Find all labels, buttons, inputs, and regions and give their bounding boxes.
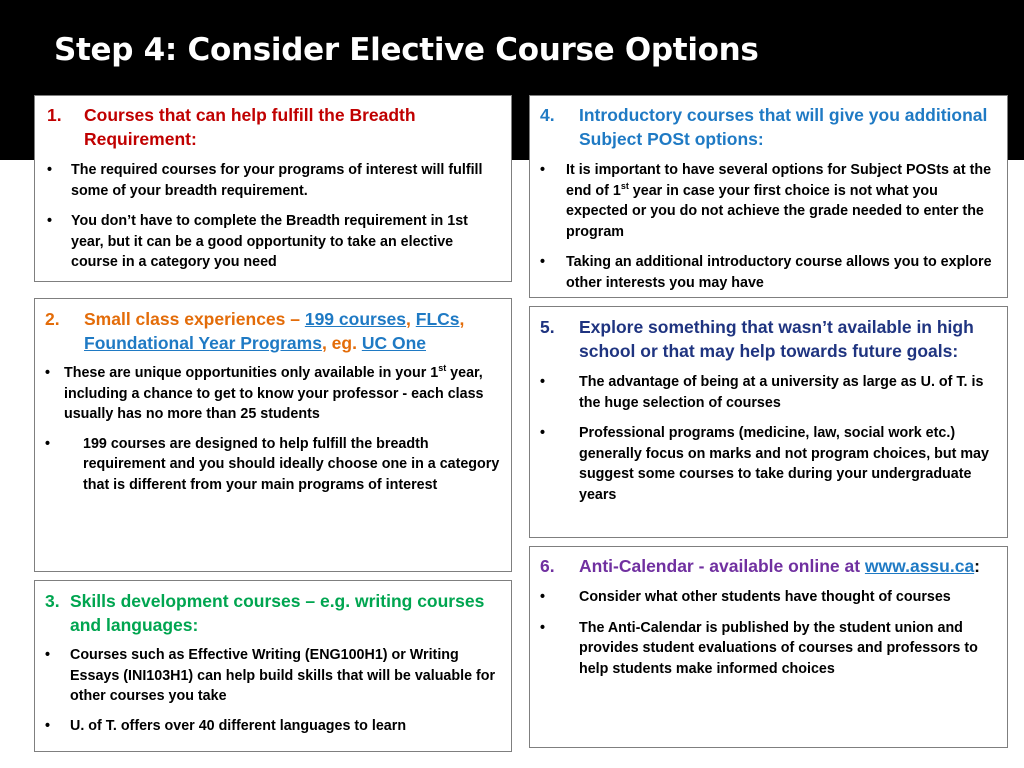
list-item (540, 587, 997, 608)
list-item (540, 423, 997, 505)
bullet-icon: • (47, 213, 53, 229)
list-item (540, 252, 997, 293)
list-item (540, 160, 997, 242)
box2-heading-text (84, 307, 501, 355)
box5-heading-text: Explore something that wasn’t available in high school or that may help towards future goals: (579, 317, 974, 361)
box4-heading (540, 103, 997, 151)
box4-bullet-1-text: It is important to have several options for Subject POSts at the end of 1 (566, 162, 992, 199)
bullet-icon: • (47, 162, 53, 178)
box2-heading (45, 307, 501, 355)
bullet-icon: • (540, 162, 546, 178)
bullet-icon: • (45, 717, 51, 734)
list-item (47, 160, 501, 201)
foundational-year-programs-link[interactable]: Foundational Year Programs (84, 333, 322, 353)
box4-number: 4. (540, 105, 555, 125)
explore-something-box (529, 306, 1008, 538)
ordinal-suffix: st (620, 180, 629, 191)
list-item (45, 645, 501, 707)
box4-bullet-2: Taking an additional introductory course allows you to explore other interests you may have (566, 254, 992, 291)
assu-website-link[interactable]: www.assu.ca (864, 556, 975, 576)
bullet-icon: • (540, 619, 546, 636)
list-item (45, 716, 501, 737)
skills-development-box (34, 580, 512, 752)
box3-heading-text: Skills development courses – e.g. writing courses and languages: (70, 591, 485, 635)
box2-bullet-2: 199 courses are designed to help fulfill the breadth requirement and you should ideally choose one in a category that is different from your main programs of interest (83, 435, 500, 493)
page-title: Step 4: Consider Elective Course Options (54, 32, 759, 68)
box6-colon: : (974, 556, 980, 576)
box5-bullet-2: Professional programs (medicine, law, social work etc.) generally focus on marks and not program choices, but may suggest some courses to take during your undergraduate years (579, 425, 989, 503)
box1-heading (47, 103, 501, 151)
199-courses-link[interactable]: 199 courses (304, 309, 407, 329)
box3-bullet-1: Courses such as Effective Writing (ENG100H1) or Writing Essays (INI103H1) can help build skills that will be valuable for other courses you take (70, 647, 496, 704)
box6-heading-prefix: Anti-Calendar - available online at (579, 556, 865, 576)
box2-number: 2. (45, 309, 60, 329)
bullet-icon: • (540, 589, 546, 605)
box2-separator: , (459, 309, 465, 329)
box2-bullet-1-text-rest: year, including a chance to get to know your professor - each class usually has no more than 25 students (64, 365, 484, 422)
box1-bullet-1: The required courses for your programs of interest will fulfill some of your breadth requirement. (71, 162, 483, 199)
bullet-icon: • (45, 365, 51, 381)
box6-bullet-1: Consider what other students have thought of courses (579, 589, 951, 605)
anti-calendar-box (529, 546, 1008, 748)
box5-number: 5. (540, 317, 555, 337)
bullet-icon: • (45, 435, 51, 452)
list-item (540, 372, 997, 413)
box1-number: 1. (47, 105, 62, 125)
box2-bullet-1 (64, 363, 501, 425)
box6-bullet-2: The Anti-Calendar is published by the student union and provides student evaluations of courses and professors to help students make informed choices (579, 619, 978, 677)
list-item (45, 434, 501, 496)
bullet-icon: • (540, 425, 546, 441)
bullet-icon: • (540, 254, 546, 270)
flcs-link[interactable]: FLCs (415, 309, 460, 329)
box2-bullet-1-text: These are unique opportunities only available in your 1 (64, 365, 439, 381)
box5-bullet-1: The advantage of being at a university as large as U. of T. is the huge selection of courses (579, 374, 984, 411)
box2-heading-prefix: Small class experiences – (84, 309, 305, 329)
box1-heading-text: Courses that can help fulfill the Breadth Requirement: (84, 105, 416, 149)
list-item (45, 363, 501, 425)
introductory-courses-box (529, 95, 1008, 298)
box2-separator: , (406, 309, 416, 329)
box6-heading (540, 554, 997, 578)
box1-bullet-2: You don’t have to complete the Breadth requirement in 1st year, but it can be a good opportunity to take an elective course in a category you need (71, 213, 468, 270)
box3-bullet-2: U. of T. offers over 40 different languages to learn (70, 717, 407, 734)
box4-bullet-1 (566, 160, 997, 242)
box3-number: 3. (45, 591, 60, 611)
ordinal-suffix: st (438, 363, 447, 374)
breadth-requirement-box (34, 95, 512, 282)
bullet-icon: • (540, 374, 546, 390)
small-class-experiences-box (34, 298, 512, 572)
list-item (540, 618, 997, 680)
uc-one-link[interactable]: UC One (361, 333, 426, 353)
box3-heading (45, 589, 501, 637)
box6-heading-text (579, 554, 980, 578)
box2-eg: , eg. (321, 333, 362, 353)
bullet-icon: • (45, 647, 51, 663)
box4-heading-text: Introductory courses that will give you additional Subject POSt options: (579, 105, 988, 149)
box6-number: 6. (540, 556, 555, 576)
box4-bullet-1-text-rest: year in case your first choice is not what you expected or you do not achieve the grade needed to enter the program (566, 182, 984, 240)
list-item (47, 211, 501, 273)
box5-heading (540, 315, 997, 363)
